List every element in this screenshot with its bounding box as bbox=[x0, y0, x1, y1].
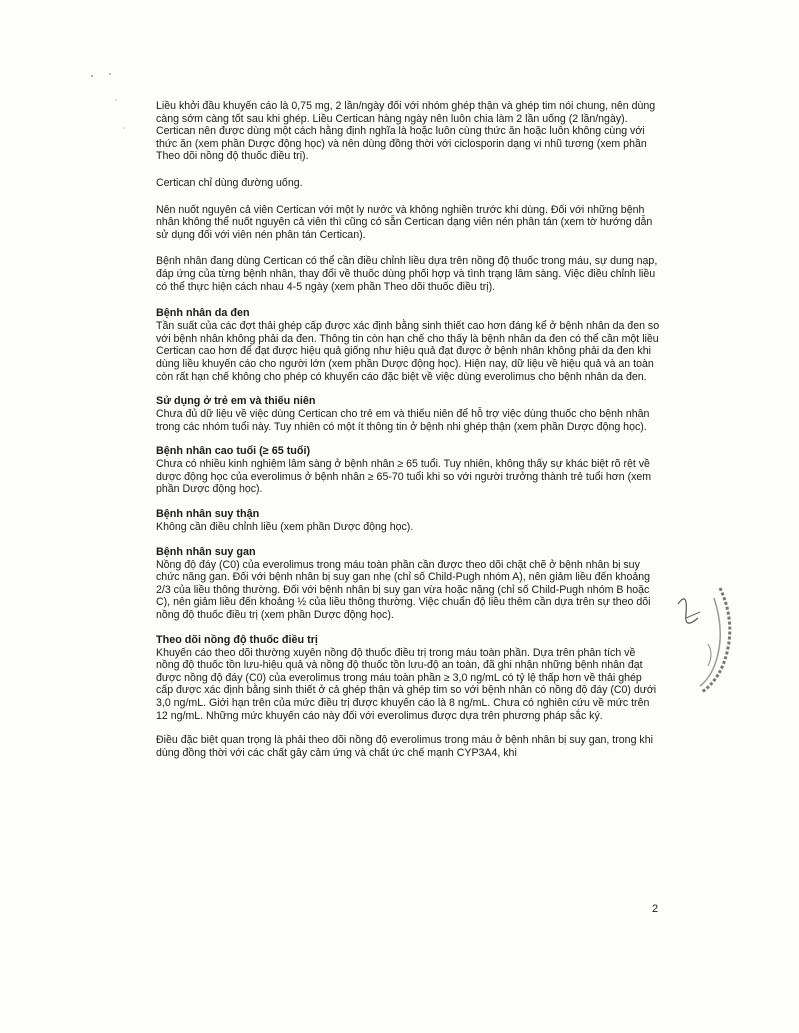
paragraph-bottom: Điều đặc biệt quan trọng là phải theo dõi nồng độ everolimus trong máu ở bệnh nhân bị suy gan, trong khi dùng đồng thời với các chất gây cảm ứng và chất ức chế mạnh CYP3A4, khi bbox=[156, 734, 653, 759]
section-body: Nồng độ đáy (C0) của everolimus trong máu toàn phần cần được theo dõi chặt chẽ ở bệnh nhân bị suy chức năng gan. Đối với bệnh nhân bị suy gan nhẹ (chỉ số Child-Pugh nhóm A), nên giảm liều đến khoảng 2/3 của liều thông thường. Đối với bệnh nhân bị suy gan vừa hoặc nặng (chỉ số Child-Pugh nhóm B hoặc C), nên giảm liều đến khoảng ½ của liều thông thường. Việc chuẩn độ liều thêm cần dựa trên sự theo dõi nồng độ thuốc điều trị (xem phần Dược động học). bbox=[156, 558, 651, 622]
section-hepatic bbox=[156, 546, 661, 622]
section-pediatric bbox=[156, 395, 661, 433]
page-number: 2 bbox=[652, 903, 659, 915]
signature-stamp-icon bbox=[668, 584, 738, 694]
section-body: Tần suất của các đợt thải ghép cấp được xác định bằng sinh thiết cao hơn đáng kể ở bệnh nhân da đen so với bệnh nhân không phải da đen. Thông tin còn hạn chế cho thấy là bệnh nhân da đen có thể cần một liều Certican cao hơn để đạt được hiệu quả giống như hiệu quả đạt được ở bệnh nhân không phải da đen khi dùng liều khuyến cáo cho người lớn (xem phần Dược động học). Hiện nay, dữ liệu về hiệu quả và an toàn còn rất hạn chế không cho phép có khuyến cáo đặc biệt về việc dùng everolimus cho bệnh nhân da đen. bbox=[156, 320, 660, 383]
section-heading: Bệnh nhân cao tuổi (≥ 65 tuổi) bbox=[156, 445, 311, 458]
section-heading: Bệnh nhân da đen bbox=[156, 307, 250, 320]
paragraph-swallow: Nên nuốt nguyên cả viên Certican với một ly nước và không nghiền trước khi dùng. Đối với những bệnh nhân không thể nuốt nguyên cả viên thì cũng có sẵn Certican dạng viên nén phân tán (xem tờ hướng dẫn sử dụng đối với viên nén phân tán Certican). bbox=[156, 203, 653, 241]
section-monitoring bbox=[156, 634, 661, 723]
section-elderly bbox=[156, 445, 661, 496]
section-heading: Bệnh nhân suy gan bbox=[156, 545, 256, 558]
paragraph-dose-adjustment: Bệnh nhân đang dùng Certican có thể cần điều chỉnh liều dựa trên nồng độ thuốc trong máu, sự dung nạp, đáp ứng của từng bệnh nhân, thay đổi về thuốc dùng phối hợp và tình trạng lâm sàng. Việc điều chỉnh liều có thể thực hiện cách nhau 4-5 ngày (xem phần Theo dõi thuốc điều trị). bbox=[156, 255, 658, 293]
paragraph-dosage: Liều khởi đầu khuyến cáo là 0,75 mg, 2 lần/ngày đối với nhóm ghép thận và ghép tim nói chung, nên dùng càng sớm càng tốt sau khi ghép. Liều Certican hàng ngày nên luôn chia làm 2 lần uống (2 lần/ngày). Certican nên được dùng một cách hằng định nghĩa là hoặc luôn cùng thức ăn hoặc luôn không cùng với thức ăn (xem phần Dược động học) và nên dùng đồng thời với ciclosporin dạng vi nhũ tương (xem phần Theo dõi nồng độ thuốc điều trị). bbox=[156, 100, 656, 163]
section-body: Không cần điều chỉnh liều (xem phần Dược động học). bbox=[156, 521, 414, 534]
section-renal bbox=[156, 508, 661, 534]
section-body: Chưa có nhiều kinh nghiệm lâm sàng ở bệnh nhân ≥ 65 tuổi. Tuy nhiên, không thấy sự khác biệt rõ rệt về dược động học của everolimus ở bệnh nhân ≥ 65-70 tuổi khi so với người trưởng thành trẻ tuổi hơn (xem phần Dược động học). bbox=[156, 458, 652, 496]
section-body: Chưa đủ dữ liệu về việc dùng Certican cho trẻ em và thiếu niên để hỗ trợ việc dùng thuốc cho bệnh nhân trong các nhóm tuổi này. Tuy nhiên có một ít thông tin ở bệnh nhi ghép thận (xem phần Dược động học). bbox=[156, 408, 650, 433]
paragraph-oral-route: Certican chỉ dùng đường uống. bbox=[156, 176, 303, 189]
section-heading: Bệnh nhân suy thận bbox=[156, 508, 260, 521]
section-black-patients bbox=[156, 307, 661, 383]
document-body bbox=[156, 100, 661, 773]
section-heading: Sử dụng ở trẻ em và thiếu niên bbox=[156, 395, 316, 408]
section-body: Khuyến cáo theo dõi thường xuyên nồng độ thuốc điều trị trong máu toàn phần. Dựa trên phân tích về nồng độ thuốc tồn lưu-hiệu quả và nồng độ thuốc tồn lưu-độ an toàn, đã ghi nhận những bệnh nhân đạt được nồng độ đáy (C0) của everolimus trong máu toàn phần ≥ 3,0 ng/mL có tỷ lệ thấp hơn về thải ghép cấp được xác định bằng sinh thiết ở cả ghép thận và ghép tim so với bệnh nhân có nồng độ đáy (C0) dưới 3,0 ng/mL. Giới hạn trên của mức điều trị được khuyến cáo là 8 ng/mL. Chưa có nghiên cứu về mức trên 12 ng/mL. Những mức khuyến cáo này đối với everolimus được dựa trên phương pháp sắc ký. bbox=[156, 646, 657, 722]
section-heading: Theo dõi nồng độ thuốc điều trị bbox=[156, 633, 318, 646]
scan-specks bbox=[88, 66, 128, 136]
